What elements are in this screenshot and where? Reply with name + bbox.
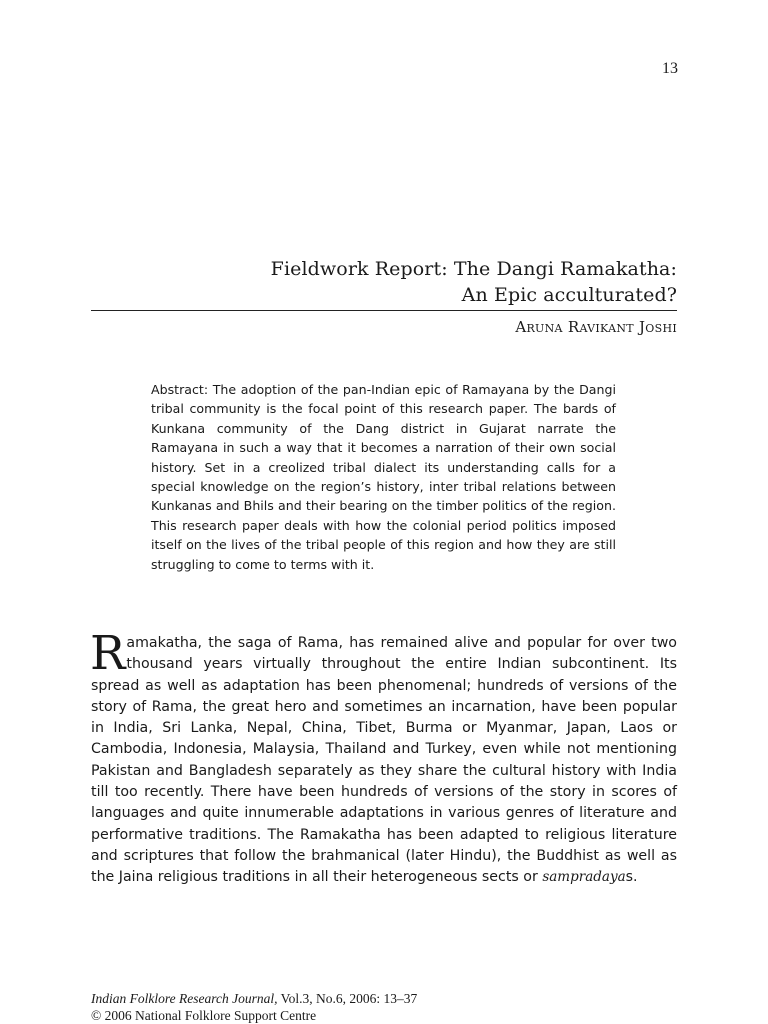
footer: [91, 990, 417, 1024]
author-name: Aruna Ravikant Joshi: [515, 318, 677, 336]
title-divider: [91, 310, 677, 311]
title-line-2: An Epic acculturated?: [461, 284, 677, 306]
citation-line: [91, 990, 417, 1007]
page-number: 13: [662, 60, 678, 77]
drop-cap: R: [90, 626, 126, 681]
italic-term: sampradaya: [542, 869, 626, 886]
title-line-1: Fieldwork Report: The Dangi Ramakatha:: [270, 258, 677, 280]
body-paragraph: [90, 626, 677, 889]
body-text: amakatha, the saga of Rama, has remained alive and popular for over two thousand years virtually throughout the entire Indian subcontinent. Its spread as well as adaptation has been phenomenal; hundreds of versions of the story of Rama, the great hero and sometimes an incarnation, have been popular in India, Sri Lanka, Nepal, China, Tibet, Burma or Myanmar, Japan, Laos or Cambodia, Indonesia, Malaysia, Thailand and Turkey, even while not mentioning Pakistan and Bangladesh separately as they share the cultural history with India till too recently. There have been hundreds of versions of the story in scores of languages and quite innumerable adaptations in various genres of literature and performative traditions. The Ramakatha has been adapted to religious literature and scriptures that follow the brahmanical (later Hindu), the Buddhist as well as the Jaina religious traditions in all their heterogeneous sects or: [91, 635, 677, 886]
copyright-line: © 2006 National Folklore Support Centre: [91, 1008, 317, 1023]
journal-name: Indian Folklore Research Journal,: [91, 991, 278, 1006]
abstract-paragraph: Abstract: The adoption of the pan-Indian epic of Ramayana by the Dangi tribal community is the focal point of this research paper. The bards of Kunkana community of the Dang district in Gujarat narrate the Ramayana in such a way that it becomes a narration of their own social history. Set in a creolized tribal dialect its understanding calls for a special knowledge on the region’s history, inter tribal relations between Kunkanas and Bhils and their bearing on the timber politics of the region. This research paper deals with how the colonial period politics imposed itself on the lives of the tribal people of this region and how they are still struggling to come to terms with it.: [151, 382, 616, 572]
body-text-tail: s.: [625, 869, 638, 886]
article-title: [91, 256, 677, 308]
volume-info: Vol.3, No.6, 2006: 13–37: [277, 991, 418, 1006]
